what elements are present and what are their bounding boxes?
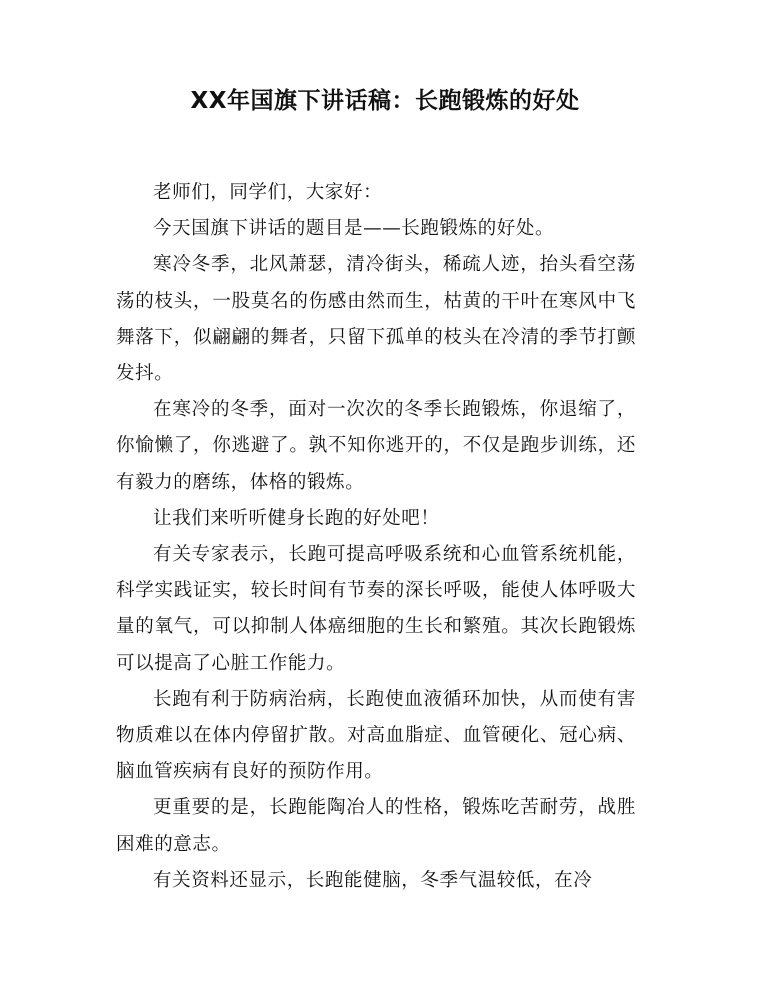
document-body <box>116 175 636 899</box>
paragraph-brain-health: 有关资料还显示，长跑能健脑，冬季气温较低，在冷 <box>153 869 593 891</box>
paragraph-expert-opinion: 有关专家表示，长跑可提高呼吸系统和心血管系统机能，科学实践证实，较长时间有节奏的深长呼吸，能使人体呼吸大量的氧气，可以抑制人体癌细胞的生长和繁殖。其次长跑锻炼可以提高了心脏工作能力。 <box>116 544 636 674</box>
paragraph-avoidance: 在寒冷的冬季，面对一次次的冬季长跑锻炼，你退缩了，你愉懒了，你逃避了。孰不知你逃开的，不仅是跑步训练，还有毅力的磨练，体格的锻炼。 <box>116 399 636 493</box>
paragraph-topic: 今天国旗下讲话的题目是——长跑锻炼的好处。 <box>153 218 555 240</box>
paragraph-character: 更重要的是，长跑能陶冶人的性格，锻炼吃苦耐劳，战胜困难的意志。 <box>116 797 636 855</box>
paragraph-invitation: 让我们来听听健身长跑的好处吧！ <box>153 507 440 529</box>
document-title: XX年国旗下讲话稿：长跑锻炼的好处 <box>190 88 580 114</box>
paragraph-greeting: 老师们，同学们，大家好： <box>153 182 383 203</box>
paragraph-disease-prevention: 长跑有利于防病治病，长跑使血液循环加快，从而使有害物质难以在体内停留扩散。对高血脂症、血管硬化、冠心病、脑血管疾病有良好的预防作用。 <box>116 688 636 783</box>
paragraph-winter-scene: 寒冷冬季，北风萧瑟，清冷街头，稀疏人迹，抬头看空荡荡的枝头，一股莫名的伤感由然而生，枯黄的干叶在寒风中飞舞落下，似翩翩的舞者，只留下孤单的枝头在冷清的季节打颤发抖。 <box>116 254 636 385</box>
